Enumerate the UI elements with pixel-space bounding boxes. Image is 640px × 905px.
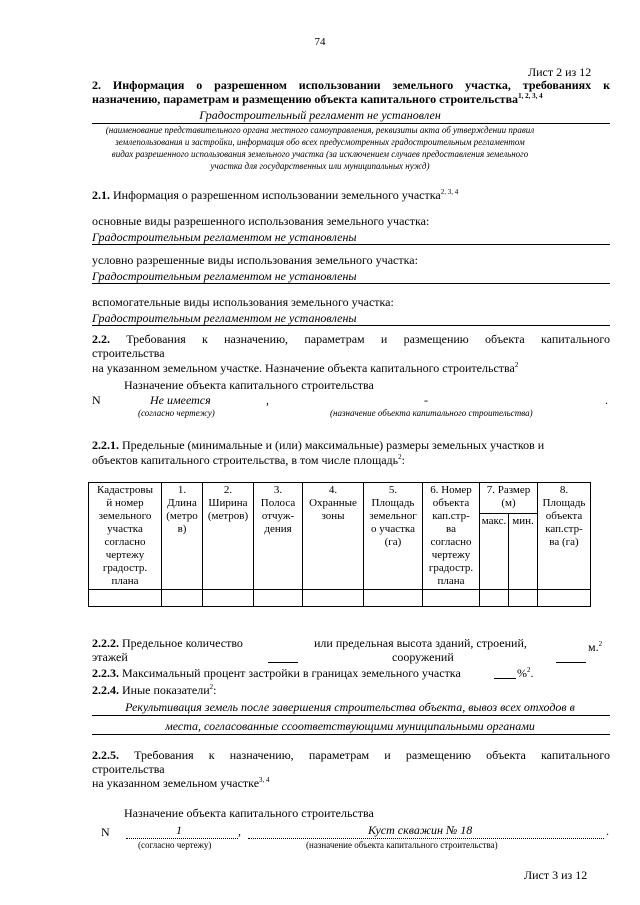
s2-2-period: . (605, 393, 608, 407)
col-exclusion-strip: 3. Полоса отчуж- дения (254, 483, 303, 590)
page-number: 74 (314, 36, 326, 48)
explanation-line2: землепользования и застройки, информация обо всех предусмотренных градостроительным регламентом (115, 137, 525, 147)
main-uses-label: основные виды разрешенного использования земельного участка: (92, 214, 430, 228)
table-header-row (89, 483, 591, 514)
s2-2-4-heading: 2.2.4. Иные показатели$^2$: (92, 683, 217, 697)
col-object-number: 6. Номер объекта кап.стр- ва согласно чертежу градостр. плана (423, 483, 480, 590)
s2-2-3-line: 2.2.3. Максимальный процент застройки в границах земельного участка (92, 666, 461, 680)
s2-2-n-value: Не имеется (150, 393, 211, 407)
s2-2-comma: , (266, 393, 269, 407)
s2-2-purpose-label: Назначение объекта капитального строительства (124, 378, 374, 392)
col-size-max: макс. (480, 514, 509, 590)
s2-2-line2: строительства (92, 346, 165, 360)
s2-2-5-line1: 2.2.5. Требования к назначению, параметрам и размещению объекта капитального (92, 748, 611, 762)
col-cadastral-number: Кадастровы й номер земельного участка согласно чертежу градостр. плана (89, 483, 162, 590)
s2-2-2-unit: м.$^2$ (588, 640, 603, 654)
s2-2-5-caption-right: (назначение объекта капитального строительства) (306, 840, 498, 850)
explanation-line4: участка для государственных или муниципальных нужд) (210, 161, 430, 171)
col-plot-area: 5. Площадь земельног о участка (га) (364, 483, 423, 590)
s2-2-3-percent: %$^2$. (517, 666, 534, 680)
s2-2-1-line1: 2.2.1. Предельные (минимальные и (или) максимальные) размеры земельных участков и (92, 438, 545, 452)
conditional-uses-value: Градостроительным регламентом не установлены (92, 269, 357, 283)
auxiliary-uses-label: вспомогательные виды использования земельного участка: (92, 295, 394, 309)
s2-2-5-line2: строительства (92, 762, 165, 776)
s2-2-5-n-label: N (101, 825, 110, 839)
s2-1-heading: 2.1. Информация о разрешенном использовании земельного участка$^{2, 3, 4}$ (92, 188, 459, 202)
s2-2-5-period: . (606, 824, 609, 838)
s2-2-5-purpose-label: Назначение объекта капитального строительства (124, 806, 374, 820)
s2-2-5-n-value: 1 (176, 823, 182, 837)
s2-2-4-value-line2: места, согласованные ссоответствующими муниципальными органами (165, 719, 535, 733)
col-width: 2. Ширина (метров) (203, 483, 254, 590)
s2-2-4-value-line1: Рекультивация земель после завершения строительства объекта, вывоз всех отходов в (125, 700, 575, 714)
explanation-line3: видах разрешенного использования земельного участка (за исключением случаев предоставления земельного (111, 149, 529, 159)
regulation-note: Градостроительный регламент не установлен (199, 108, 441, 122)
explanation-line1: (наименование представительного органа местного самоуправления, реквизиты акта об утверждении правил (105, 125, 535, 135)
col-object-area: 8. Площадь объекта кап.стр- ва (га) (538, 483, 591, 590)
land-plot-parameters-table (88, 482, 591, 607)
s2-2-2-line1: 2.2.2. Предельное количество (92, 636, 243, 650)
s2-2-5-comma: , (238, 824, 241, 838)
section2-title-line2: назначению, параметрам и размещению объекта капитального строительства$^{1, 2, 3, 4}$ (92, 92, 543, 106)
col-protected-zones: 4. Охранные зоны (303, 483, 364, 590)
col-length: 1. Длина (метро в) (162, 483, 203, 590)
main-uses-value: Градостроительным регламентом не установлены (92, 230, 357, 244)
s2-2-caption-right: (назначение объекта капитального строительства) (330, 408, 533, 418)
sheet-counter-bottom: Лист 3 из 12 (524, 868, 588, 882)
sheet-counter-top: Лист 2 из 12 (528, 65, 592, 79)
s2-2-2-line1b: или предельная высота зданий, строений, (314, 636, 527, 650)
s2-2-2-structures: сооружений (392, 650, 454, 664)
s2-2-1-line2: объектов капитального строительства, в том числе площадь$^2$: (92, 453, 405, 467)
s2-2-caption-left: (согласно чертежу) (138, 408, 215, 418)
s2-2-5-line3: на указанном земельном участке$^{3, 4}$ (92, 776, 270, 790)
conditional-uses-label: условно разрешенные виды использования земельного участка: (92, 253, 418, 267)
s2-2-line3: на указанном земельном участке. Назначение объекта капитального строительства$^2$ (92, 361, 519, 375)
col-size: 7. Размер (м) (480, 483, 538, 514)
s2-2-line1: 2.2. Требования к назначению, параметрам и размещению объекта капитального (92, 332, 611, 346)
s2-2-5-caption-left: (согласно чертежу) (138, 840, 212, 850)
table-empty-row (89, 590, 591, 607)
auxiliary-uses-value: Градостроительным регламентом не установлены (92, 311, 357, 325)
section2-title-line1: 2. Информация о разрешенном использовании земельного участка, требованиях к (92, 78, 610, 92)
s2-2-dash: - (424, 393, 428, 407)
col-size-min: мин. (509, 514, 538, 590)
s2-2-5-object-name: Куст скважин № 18 (368, 823, 473, 837)
s2-2-2-floors: этажей (92, 650, 128, 664)
s2-2-n-label: N (92, 393, 101, 407)
